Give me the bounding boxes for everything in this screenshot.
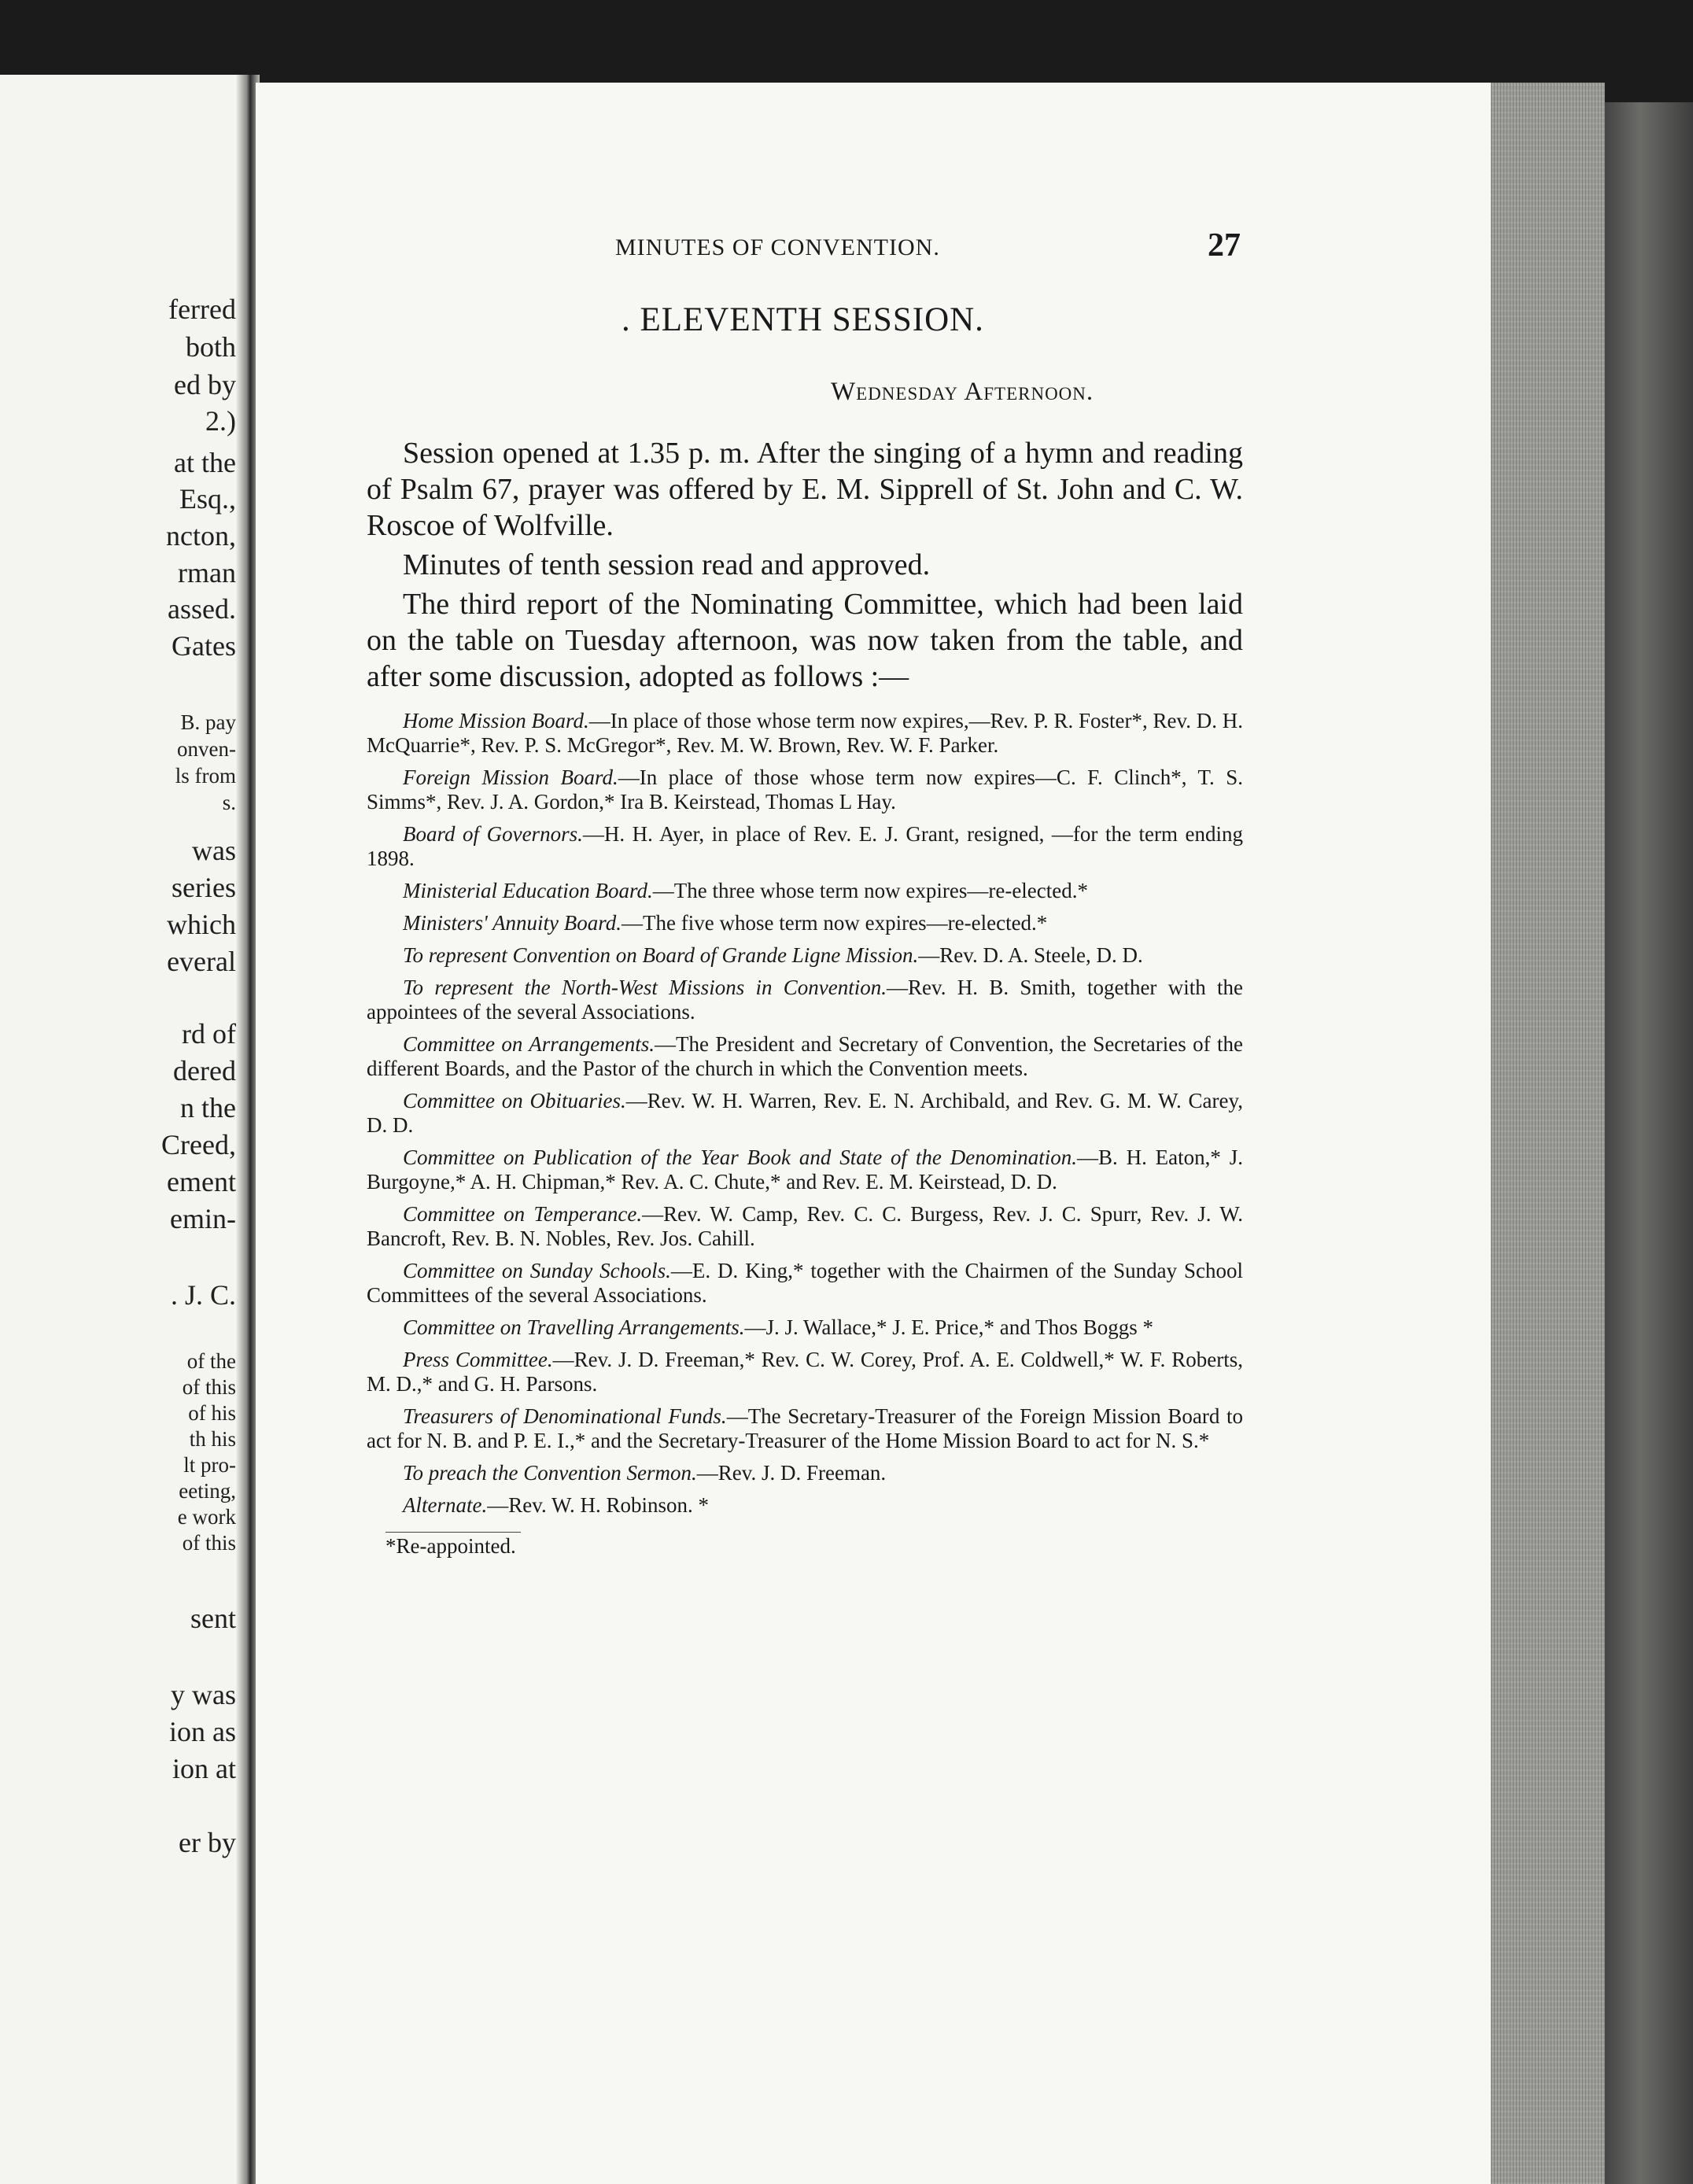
left-page-fragment: y was: [171, 1679, 236, 1710]
left-page-fragment: assed.: [168, 593, 236, 625]
minutes-body: [367, 435, 1243, 1559]
left-page-fragment: dered: [173, 1055, 236, 1086]
entry-label: Home Mission Board.: [403, 709, 589, 732]
entry-treasurers: [367, 1404, 1243, 1453]
left-page-fragment: series: [172, 872, 236, 903]
entry-label: Alternate.: [403, 1493, 488, 1517]
left-page-fragment: s.: [222, 791, 236, 814]
left-page-fragment: e work: [177, 1505, 236, 1529]
entry-committee-obituaries: [367, 1089, 1243, 1138]
entry-committee-arrangements: [367, 1032, 1243, 1081]
entry-label: Committee on Temperance.: [403, 1202, 643, 1226]
entry-text: —H. H. Ayer, in place of Rev. E. J. Grant, resigned, —for the term ending 1898.: [367, 822, 1243, 870]
left-page-fragment: of this: [182, 1531, 236, 1555]
paragraph-minutes-approved: Minutes of tenth session read and approved.: [403, 548, 931, 581]
entry-label: Ministers' Annuity Board.: [403, 911, 622, 935]
left-page-fragment: ferred: [168, 293, 236, 325]
left-page-fragment: both: [185, 331, 236, 363]
entry-text: —Rev. W. H. Warren, Rev. E. N. Archibald, and Rev. G. M. W. Carey, D. D.: [367, 1089, 1244, 1137]
entry-text: —The President and Secretary of Convention, the Secretaries of the different Boards, and the Pastor of the church in which the Convention meets.: [367, 1032, 1243, 1080]
session-subtitle: Wednesday Afternoon.: [831, 378, 1094, 406]
entry-label: Committee on Arrangements.: [403, 1032, 655, 1056]
left-page-fragment: ion at: [172, 1753, 236, 1784]
entry-board-of-governors: [367, 822, 1243, 871]
entry-label: Treasurers of Denominational Funds.: [403, 1404, 727, 1428]
footnote: *Re-appointed.: [385, 1532, 521, 1559]
entry-committee-publication: [367, 1145, 1243, 1194]
entry-convention-sermon: [367, 1461, 1243, 1485]
left-page-fragment: lt pro-: [183, 1453, 236, 1477]
entry-label: Foreign Mission Board.: [403, 766, 618, 789]
entry-label: Ministerial Education Board.: [403, 879, 653, 902]
entry-text: —E. D. King,* together with the Chairmen of the Sunday School Committees of the several Associations.: [367, 1259, 1243, 1307]
entry-text: —The five whose term now expires—re-elected.*: [622, 911, 1048, 935]
left-page-fragment: emin-: [170, 1203, 236, 1234]
entry-grande-ligne-mission: [367, 943, 1243, 968]
left-page-fragment: 2.): [205, 405, 236, 437]
entry-text: —The three whose term now expires—re-elected.*: [652, 879, 1089, 902]
left-page-fragment: ion as: [169, 1716, 236, 1747]
left-page-fragment: rd of: [182, 1018, 236, 1050]
entry-alternate: [367, 1493, 1243, 1518]
committee-list: [367, 709, 1243, 1518]
entry-press-committee: [367, 1348, 1243, 1396]
entry-text: —In place of those whose term now expires—C. F. Clinch*, T. S. Simms*, Rev. J. A. Gordon,* Ira B. Keirstead, Thomas L Hay.: [367, 766, 1243, 813]
left-page-fragment: of his: [188, 1401, 236, 1425]
entry-text: —In place of those whose term now expires,—Rev. P. R. Foster*, Rev. D. H. McQuarrie*, Rev. P. S. McGregor*, Rev. M. W. Brown, Rev. W. F. Parker.: [367, 709, 1243, 757]
entry-label: Board of Governors.: [403, 822, 583, 846]
entry-text: —Rev. D. A. Steele, D. D.: [918, 943, 1143, 967]
left-page-fragment: ncton,: [166, 520, 236, 552]
left-page-fragment: n the: [180, 1092, 236, 1123]
entry-foreign-mission-board: [367, 766, 1243, 814]
left-page-fragment: everal: [167, 946, 236, 977]
entry-text: —J. J. Wallace,* J. E. Price,* and Thos Boggs *: [744, 1315, 1154, 1339]
paragraph-nominating-report: The third report of the Nominating Committee, which had been laid on the table on Tuesday afternoon, was now taken from the table, and after some discussion, adopted as follows :—: [367, 588, 1243, 693]
left-page-fragment: which: [167, 909, 236, 940]
entry-label: Committee on Publication of the Year Book and State of the Denomination.: [403, 1145, 1077, 1169]
left-page-fragment: B. pay: [180, 710, 236, 734]
entry-text: —Rev. H. B. Smith, together with the appointees of the several Associations.: [367, 976, 1243, 1024]
left-page-fragment: eeting,: [179, 1479, 236, 1503]
left-page: [0, 75, 244, 2184]
session-title: . ELEVENTH SESSION.: [622, 301, 984, 338]
left-page-fragment: ls from: [175, 764, 236, 788]
page-edge: [1491, 83, 1605, 2184]
entry-label: Committee on Obituaries.: [403, 1089, 626, 1112]
left-page-fragment: Gates: [172, 630, 236, 662]
left-page-fragment: ement: [167, 1166, 236, 1197]
entry-ministerial-education-board: [367, 879, 1243, 903]
entry-label: To represent Convention on Board of Grande Ligne Mission.: [403, 943, 919, 967]
page-number: 27: [1208, 227, 1241, 264]
entry-label: Committee on Sunday Schools.: [403, 1259, 671, 1282]
entry-ministers-annuity-board: [367, 911, 1243, 935]
entry-north-west-missions: [367, 976, 1243, 1024]
left-page-fragment: onven-: [177, 737, 236, 761]
running-head: MINUTES OF CONVENTION.: [615, 234, 940, 260]
entry-text: —Rev. J. D. Freeman.: [696, 1461, 887, 1485]
left-page-fragment: was: [192, 835, 236, 866]
left-page-fragment: er by: [179, 1827, 236, 1858]
paragraph-session-opened: Session opened at 1.35 p. m. After the singing of a hymn and reading of Psalm 67, prayer was offered by E. M. Sipprell of St. John and C. W. Roscoe of Wolfville.: [367, 437, 1243, 542]
entry-label: Press Committee.: [403, 1348, 553, 1371]
left-page-fragment: at the: [174, 447, 236, 478]
left-page-fragment: th his: [189, 1427, 236, 1451]
left-page-fragment: Esq.,: [179, 483, 236, 515]
left-page-fragment: Creed,: [161, 1129, 236, 1160]
left-page-fragment: . J. C.: [170, 1279, 236, 1311]
entry-label: Committee on Travelling Arrangements.: [403, 1315, 745, 1339]
entry-committee-temperance: [367, 1202, 1243, 1251]
left-page-fragment: ed by: [174, 369, 236, 400]
entry-home-mission-board: [367, 709, 1243, 758]
entry-text: —Rev. W. H. Robinson. *: [487, 1493, 710, 1517]
entry-committee-travelling: [367, 1315, 1243, 1340]
book-cover-edge: [1605, 102, 1693, 2184]
entry-committee-sunday-schools: [367, 1259, 1243, 1308]
left-page-fragment: of the: [186, 1349, 236, 1373]
entry-label: To preach the Convention Sermon.: [403, 1461, 697, 1485]
left-page-fragment: rman: [178, 557, 236, 588]
left-page-fragment: sent: [190, 1603, 236, 1634]
entry-text: —The Secretary-Treasurer of the Foreign Mission Board to act for N. B. and P. E. I.,* and the Secretary-Treasurer of the Home Mission Board to act for N. S.*: [367, 1404, 1244, 1452]
entry-text: —Rev. J. D. Freeman,* Rev. C. W. Corey, Prof. A. E. Coldwell,* W. F. Roberts, M. D.,* and G. H. Parsons.: [367, 1348, 1243, 1396]
entry-text: —B. H. Eaton,* J. Burgoyne,* A. H. Chipman,* Rev. A. C. Chute,* and Rev. E. M. Keirstead, D. D.: [367, 1145, 1243, 1193]
left-page-fragment: of this: [182, 1375, 236, 1399]
entry-text: —Rev. W. Camp, Rev. C. C. Burgess, Rev. J. C. Spurr, Rev. J. W. Bancroft, Rev. B. N. Nobles, Rev. Jos. Cahill.: [367, 1202, 1243, 1250]
entry-label: To represent the North-West Missions in Convention.: [403, 976, 887, 999]
